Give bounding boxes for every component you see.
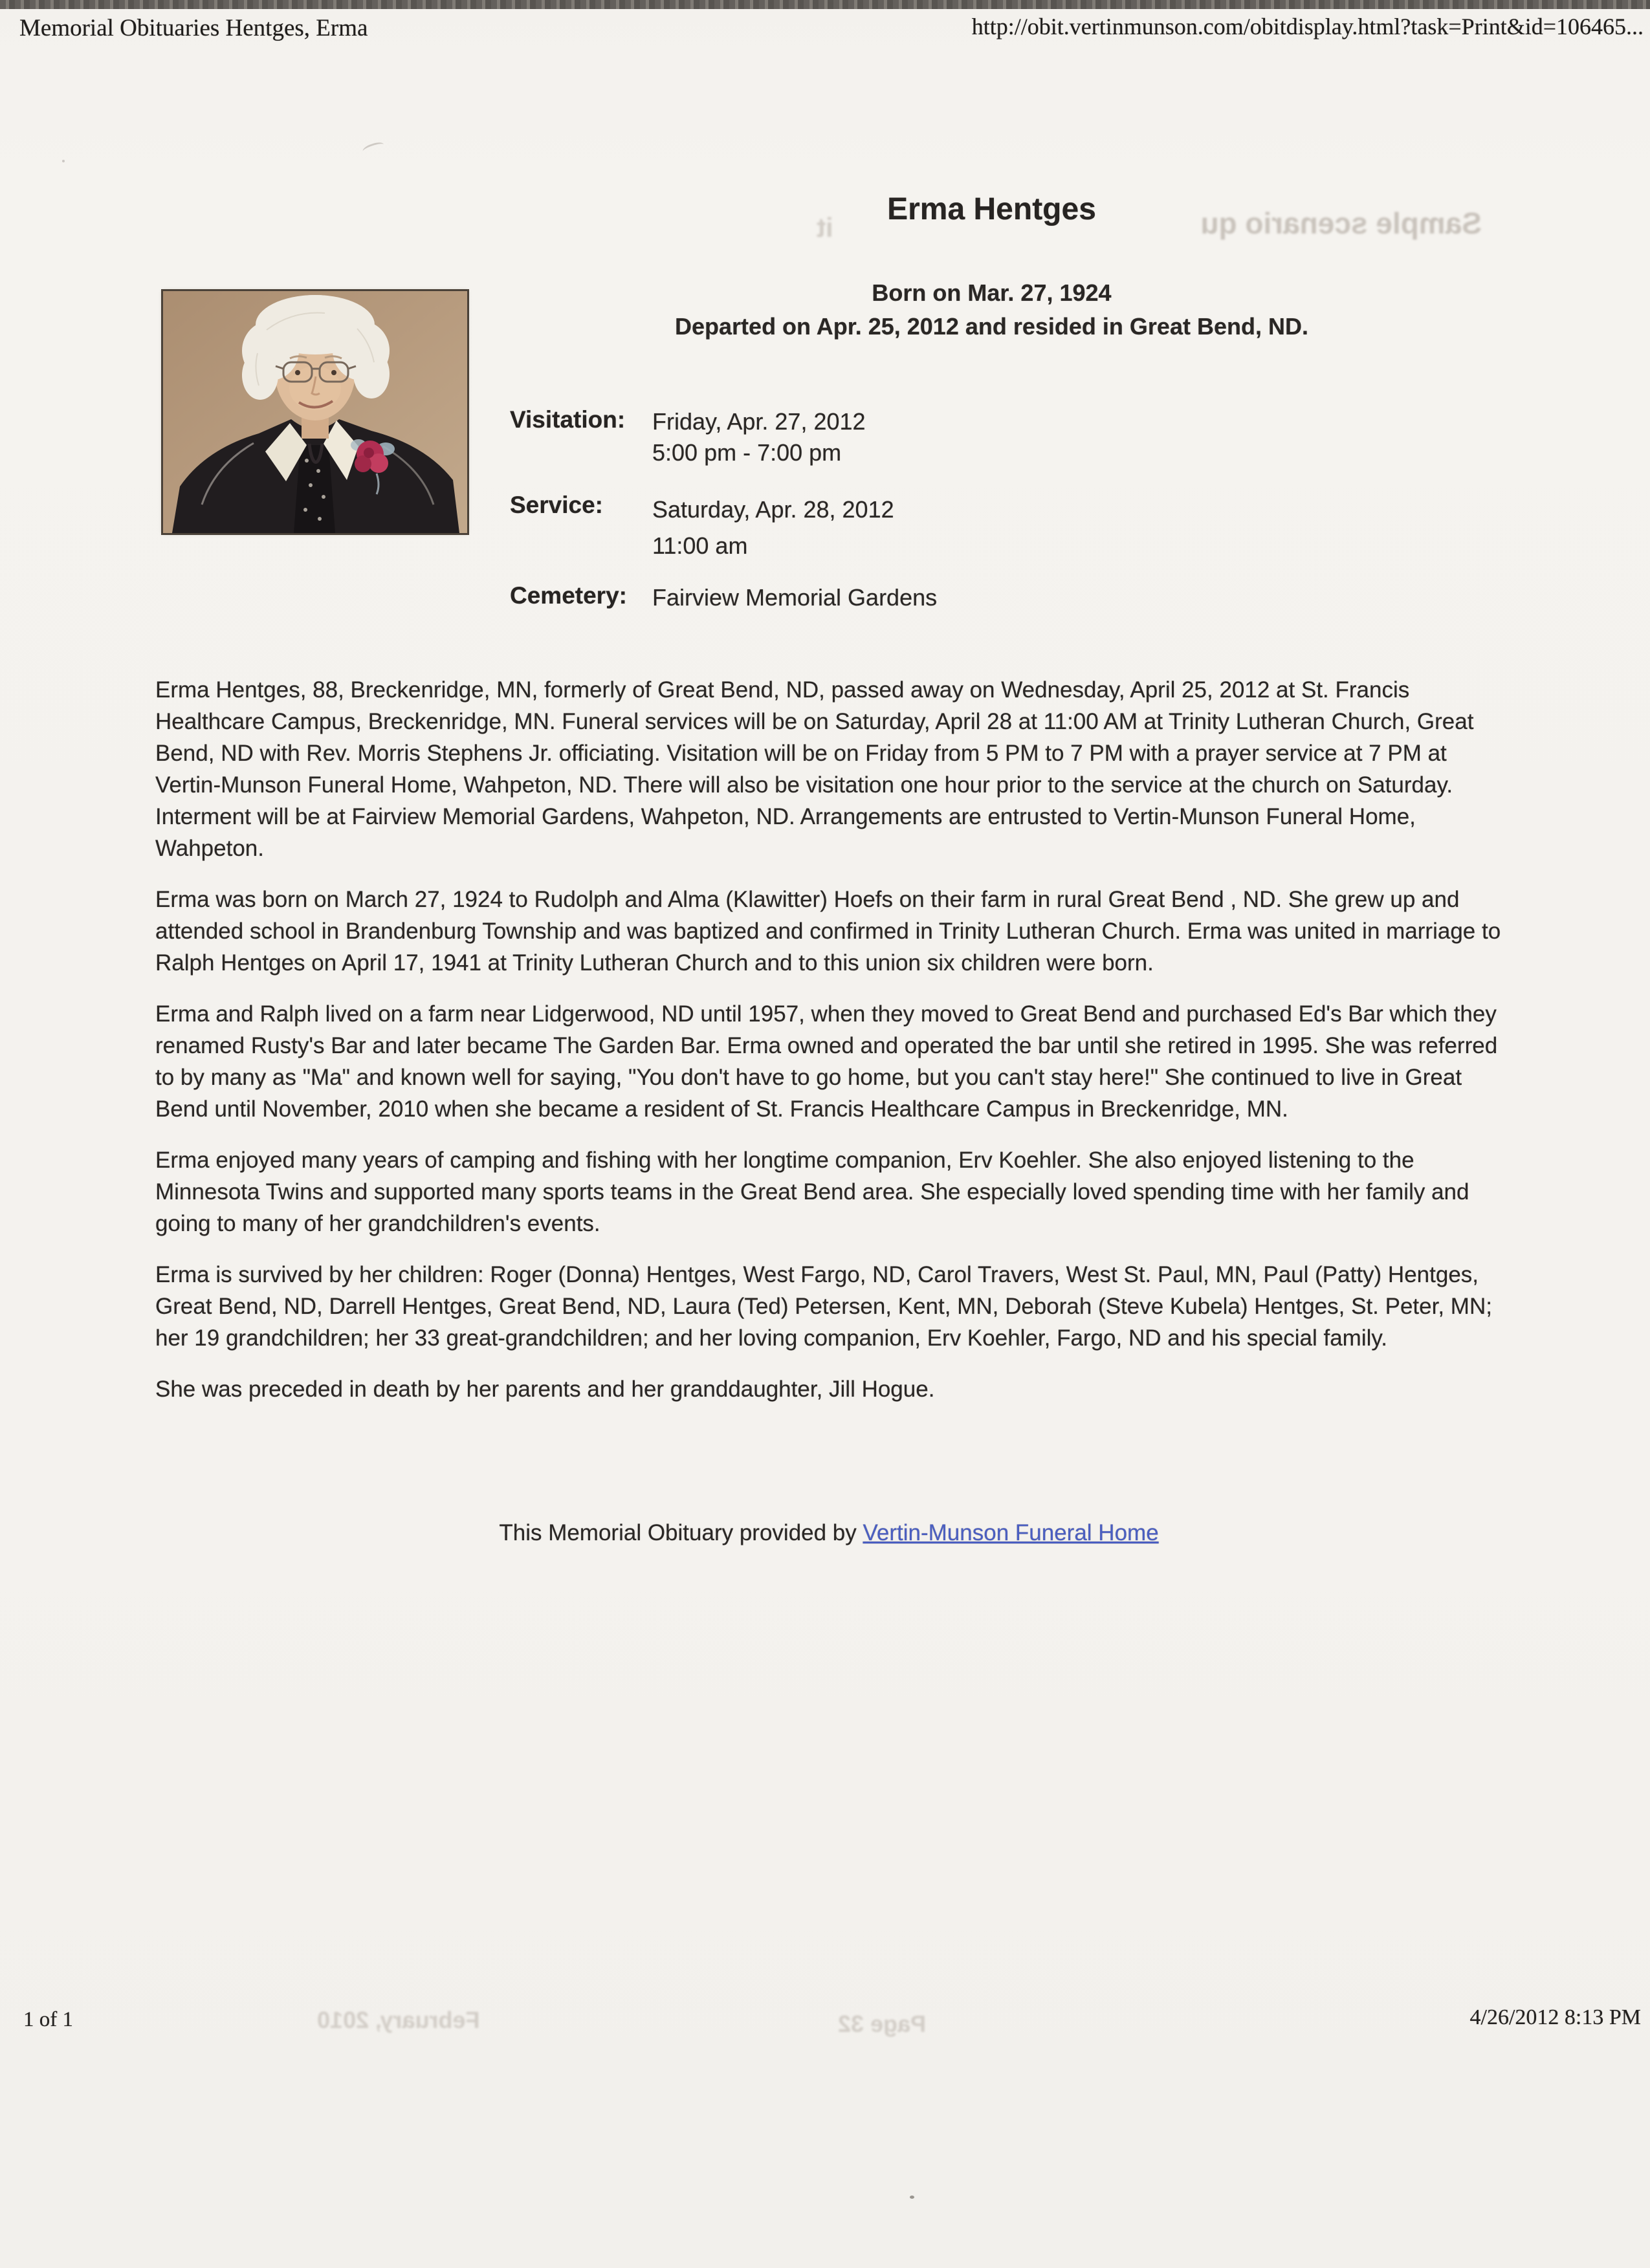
obituary-paragraph: She was preceded in death by her parents and her granddaughter, Jill Hogue. — [155, 1377, 935, 1402]
obituary-body — [155, 674, 1502, 1424]
bleedthrough-text-bottom-left: February, 2010 — [317, 2007, 480, 2033]
visitation-date: Friday, Apr. 27, 2012 — [652, 408, 866, 435]
service-date: Saturday, Apr. 28, 2012 — [652, 496, 894, 523]
portrait-photo — [163, 291, 467, 533]
visitation-label: Visitation: — [510, 406, 626, 433]
bleedthrough-text-top: Sample scenario qu — [1200, 206, 1482, 240]
cemetery-row — [510, 582, 937, 613]
bleedthrough-text-page-number: Page 32 — [838, 2011, 927, 2037]
visitation-time: 5:00 pm - 7:00 pm — [652, 439, 842, 466]
departed-line: Departed on Apr. 25, 2012 and resided in Great Bend, ND. — [675, 313, 1308, 340]
obituary-paragraph: Erma and Ralph lived on a farm near Lidgerwood, ND until 1957, when they moved to Great Bend and purchased Ed's Bar which they renamed Rusty's Bar and later became The Garden Bar. Erma owned and operated the bar until she retired in 1995. She was referred to by many as "Ma" and known well for saying, "You don't have to go home, but you can't stay here!" She continued to live in Great Bend until November, 2010 when she became a resident of St. Francis Healthcare Campus in Breckenridge, MN. — [155, 1001, 1498, 1122]
obituary-paragraph: Erma is survived by her children: Roger (Donna) Hentges, West Fargo, ND, Carol Travers, West St. Paul, MN, Paul (Patty) Hentges, Great Bend, ND, Darrell Hentges, Great Bend, ND, Laura (Ted) Petersen, Kent, MN, Deborah (Steve Kubela) Hentges, St. Peter, MN; her 19 grandchildren; her 33 great-grandchildren; and her loving companion, Erv Koehler, Fargo, ND and his special family. — [155, 1262, 1492, 1351]
page-number: 1 of 1 — [23, 2008, 73, 2031]
service-time: 11:00 am — [652, 532, 748, 559]
obituary-paragraph: Erma enjoyed many years of camping and fishing with her longtime companion, Erv Koehler. She also enjoyed listening to the Minnesota Twins and supported many sports teams in the Great Bend area. She especially loved spending time with her family and going to many of her grandchildren's events. — [155, 1148, 1469, 1236]
provided-by-line — [155, 1520, 1502, 1546]
cemetery-name: Fairview Memorial Gardens — [652, 584, 938, 611]
scan-speck — [910, 2196, 914, 2199]
born-line: Born on Mar. 27, 1924 — [872, 279, 1112, 306]
print-header-url: http://obit.vertinmunson.com/obitdisplay.html?task=Print&id=106465... — [971, 14, 1644, 39]
portrait-photo-art — [163, 291, 467, 533]
scanner-edge-band — [0, 0, 1650, 9]
scan-speck — [62, 160, 65, 162]
funeral-home-link[interactable]: Vertin-Munson Funeral Home — [863, 1520, 1159, 1545]
print-timestamp: 4/26/2012 8:13 PM — [1469, 2005, 1641, 2029]
visitation-row — [510, 406, 866, 468]
service-label: Service: — [510, 492, 603, 518]
service-row — [510, 492, 894, 564]
cemetery-label: Cemetery: — [510, 582, 627, 609]
obituary-name-title: Erma Hentges — [887, 192, 1096, 226]
provided-by-prefix: This Memorial Obituary provided by — [499, 1520, 863, 1545]
obituary-paragraph: Erma was born on March 27, 1924 to Rudolph and Alma (Klawitter) Hoefs on their farm in rural Great Bend , ND. She grew up and attended school in Brandenburg Township and was baptized and confirmed in Trinity Lutheran Church. Erma was united in marriage to Ralph Hentges on April 17, 1941 at Trinity Lutheran Church and to this union six children were born. — [155, 887, 1501, 976]
scan-scribble — [362, 140, 385, 155]
print-header-title: Memorial Obituaries Hentges, Erma — [19, 15, 368, 41]
bleedthrough-text-top-tail: it — [817, 212, 833, 243]
obituary-paragraph: Erma Hentges, 88, Breckenridge, MN, formerly of Great Bend, ND, passed away on Wednesday, April 25, 2012 at St. Francis Healthcare Campus, Breckenridge, MN. Funeral services will be on Saturday, April 28 at 11:00 AM at Trinity Lutheran Church, Great Bend, ND with Rev. Morris Stephens Jr. officiating. Visitation will be on Friday from 5 PM to 7 PM with a prayer service at 7 PM at Vertin-Munson Funeral Home, Wahpeton, ND. There will also be visitation one hour prior to the service at the church on Saturday. Interment will be at Fairview Memorial Gardens, Wahpeton, ND. Arrangements are entrusted to Vertin-Munson Funeral Home, Wahpeton. — [155, 677, 1474, 861]
